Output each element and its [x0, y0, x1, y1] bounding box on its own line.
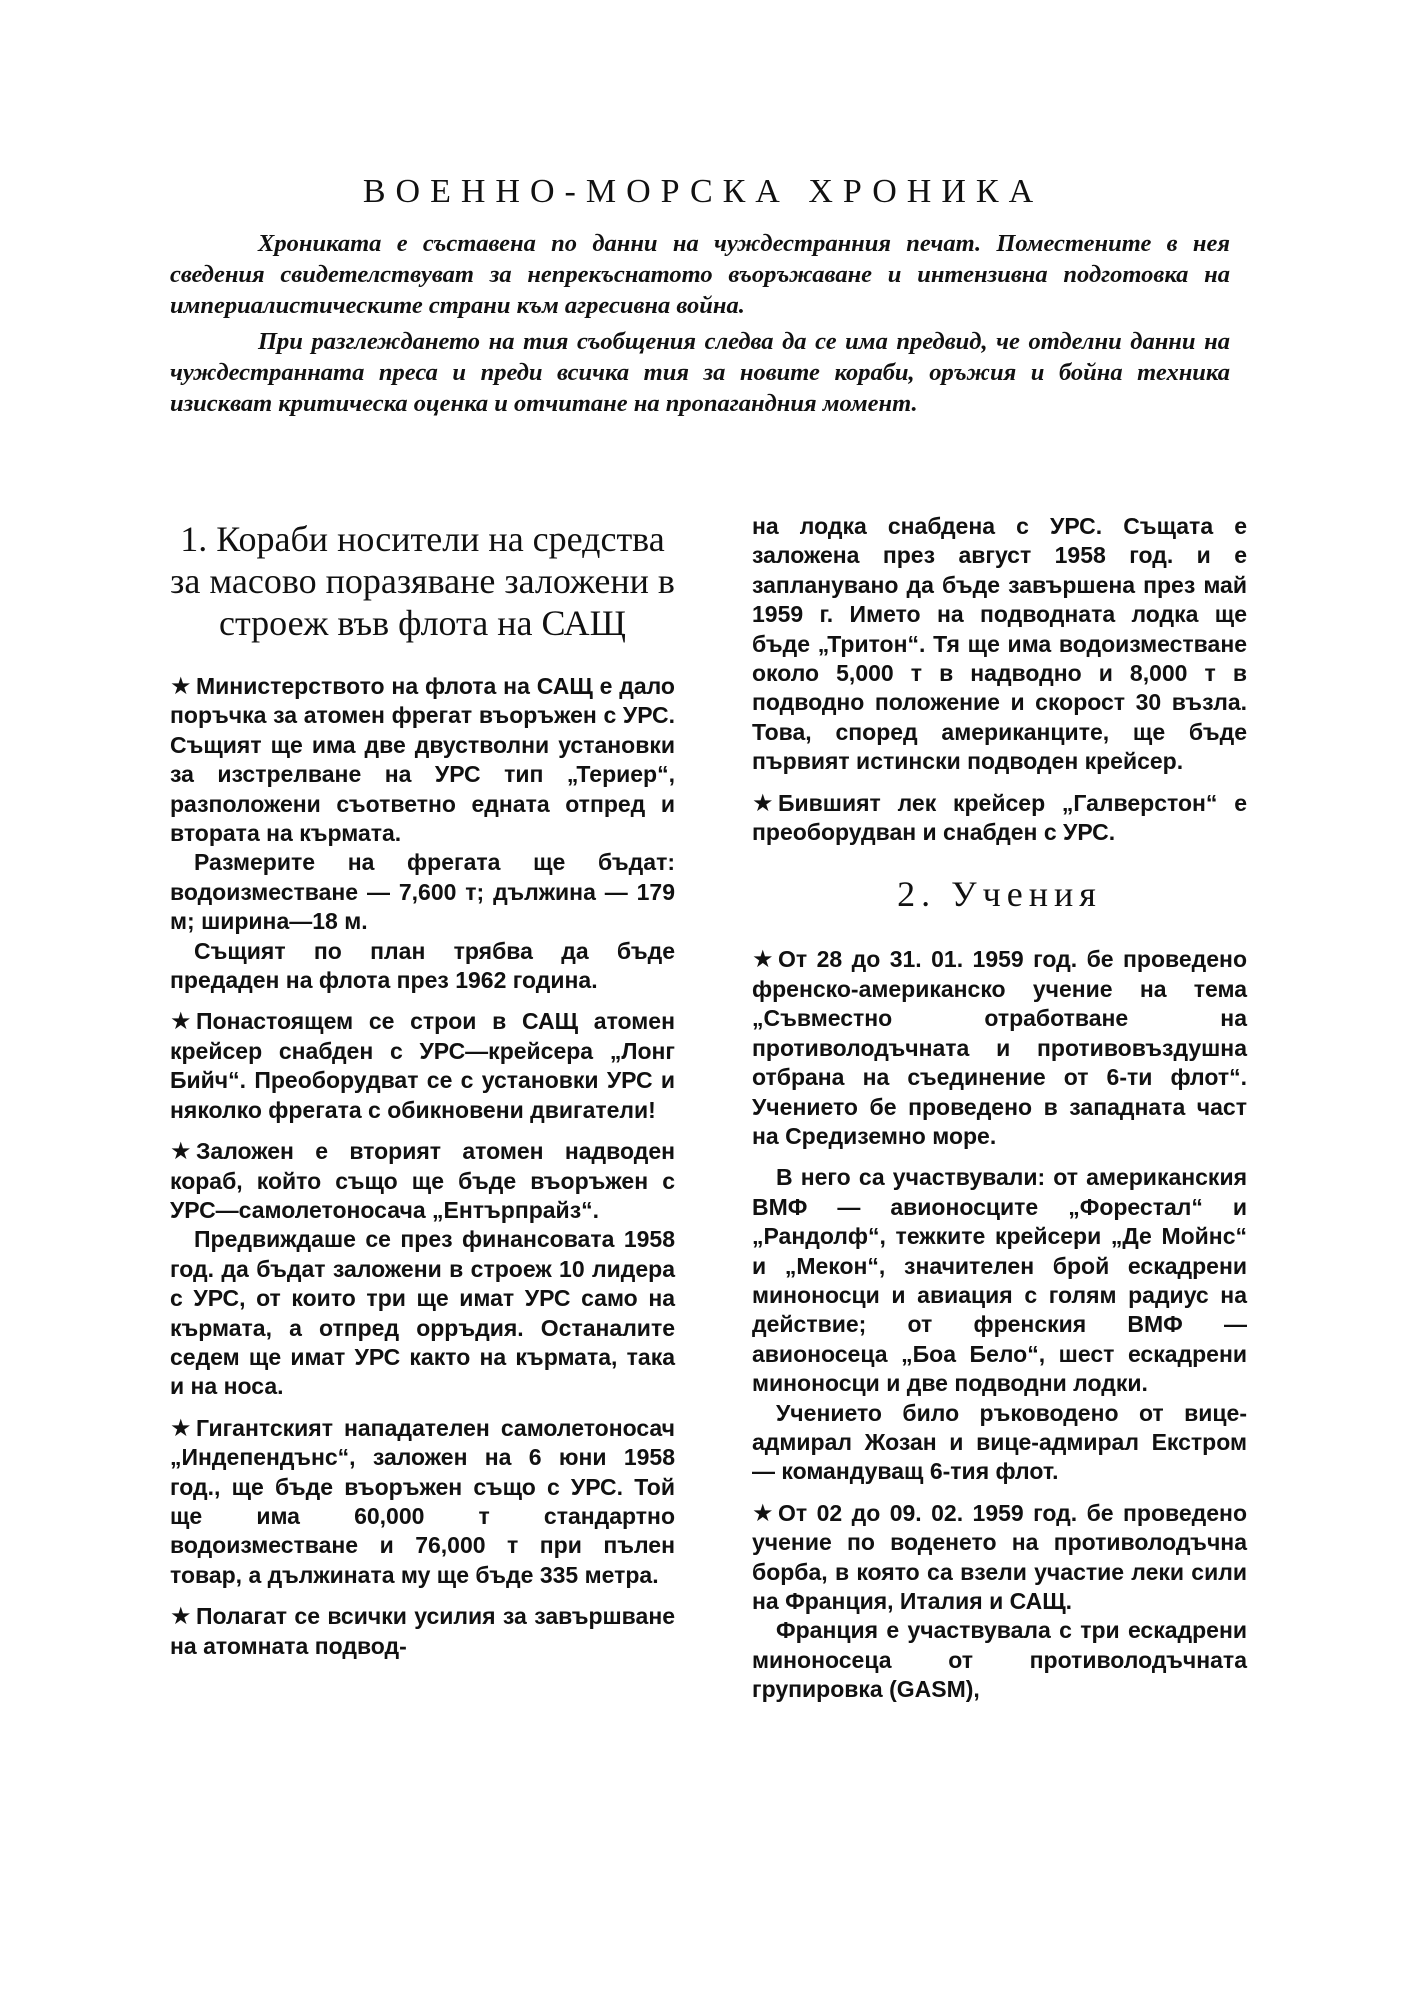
news-item: ★ Бившият лек крейсер „Галверстон“ е преоборудван и снабден с УРС.: [752, 789, 1247, 846]
star-icon: ★: [170, 1414, 192, 1442]
star-icon: ★: [170, 673, 192, 700]
intro-paragraph: Хрониката е съставена по данни на чуждестранния печат. Поместените в нея сведения свидетелствуват за непрекъснатото въоръжаване и интензивна подготовка на империалистическите страни към агресивна война.: [170, 230, 1230, 319]
news-item: ★ Полагат се всички усилия за завършване на атомната подвод-: [170, 1603, 675, 1659]
news-item: ★ Министерството на флота на САЩ е дало поръчка за атомен фрегат въоръжен с УРС. Същият ще има две двустволни установки за изстрелване на УРС тип „Териер“, разположени съответно едната отпред и втората на кърмата.: [170, 673, 675, 847]
news-item: ★ Понастоящем се строи в САЩ атомен крейсер снабден с УРС—крейсера „Лонг Бийч“. Преоборудват се с установки УРС и няколко фрегата с обикновени двигатели!: [170, 1008, 675, 1123]
page-title: ВОЕННО-МОРСКА ХРОНИКА: [362, 172, 1044, 210]
section-heading-ships: 1. Кораби носители на средства за масово поразяване заложени в строеж във флота на САЩ: [170, 519, 675, 643]
star-icon: ★: [170, 1603, 192, 1631]
intro-paragraph: При разглеждането на тия съобщения следва да се има предвид, че отделни данни на чуждестранната преса и преди всичка тия за новите кораби, оръжия и бойна техника изискват критическа оценка и отчитане на пропагандния момент.: [170, 328, 1230, 417]
paragraph: Размерите на фрегата ще бъдат: водоизместване — 7,600 т; дължина — 179 м; ширина—18 м.: [170, 849, 675, 935]
news-item: ★ Гигантският нападателен самолетоносач „Индепендънс“, заложен на 6 юни 1958 год., ще бъде въоръжен също с УРС. Той ще има 60,000 т стандартно водоизместване и 76,000 т при пълен товар, а дължината му ще бъде 335 метра.: [170, 1414, 675, 1588]
right-column: [752, 512, 1247, 1717]
star-icon: ★: [752, 1499, 774, 1527]
paragraph: Предвиждаше се през финансовата 1958 год. да бъдат заложени в строеж 10 лидера с УРС, от които три ще имат УРС само на кърмата, а отпред орръдия. Останалите седем ще имат УРС както на кърмата, така и на носа.: [170, 1226, 675, 1400]
star-icon: ★: [170, 1008, 192, 1036]
paragraph: на лодка снабдена с УРС. Същата е заложена през август 1958 год. и е запланувано да бъде завършена през май 1959 г. Името на подводната лодка ще бъде „Тритон“. Тя ще има водоизместване около 5,000 т в надводно и 8,000 т в подводно положение и скорост 30 възла. Това, според американците, ще бъде първият истински подводен крейсер.: [752, 513, 1247, 775]
intro-note: [170, 228, 1230, 419]
news-item: ★ Заложен е вторият атомен надводен кораб, който също ще бъде въоръжен с УРС—самолетоносача „Ентърпрайз“.: [170, 1138, 675, 1223]
news-item: ★ От 28 до 31. 01. 1959 год. бе проведено френско-американско учение на тема „Съвместно отработване на противолодъчната и противовъздушна отбрана на съединение от 6-ти флот“. Учението бе проведено в западната част на Средиземно море.: [752, 946, 1247, 1149]
star-icon: ★: [752, 789, 774, 817]
star-icon: ★: [752, 946, 774, 974]
paragraph: В него са участвували: от американския ВМФ — авионосците „Форестал“ и „Рандолф“, тежките крейсери „Де Мойнс“ и „Мекон“, значителен брой ескадрени миноносци и авиация с голям радиус на действие; от френския ВМФ — авионосеца „Боа Бело“, шест ескадрени миноносци и две подводни лодки.: [752, 1164, 1247, 1397]
paragraph: Същият по план трябва да бъде предаден на флота през 1962 година.: [170, 937, 675, 994]
paragraph: Учението било ръководено от вице-адмирал Жозан и вице-адмирал Екстром — командуващ 6-тия флот.: [752, 1399, 1247, 1485]
star-icon: ★: [170, 1138, 192, 1166]
paragraph: Франция е участвувала с три ескадрени миноносеца от противолодъчната групировка (GASM),: [752, 1617, 1247, 1703]
news-item: ★ От 02 до 09. 02. 1959 год. бе проведено учение по воденето на противолодъчна борба, в която са взели участие леки сили на Франция, Италия и САЩ.: [752, 1499, 1247, 1614]
section-heading-exercises: 2. Учения: [897, 874, 1102, 915]
left-column: [170, 510, 675, 1673]
